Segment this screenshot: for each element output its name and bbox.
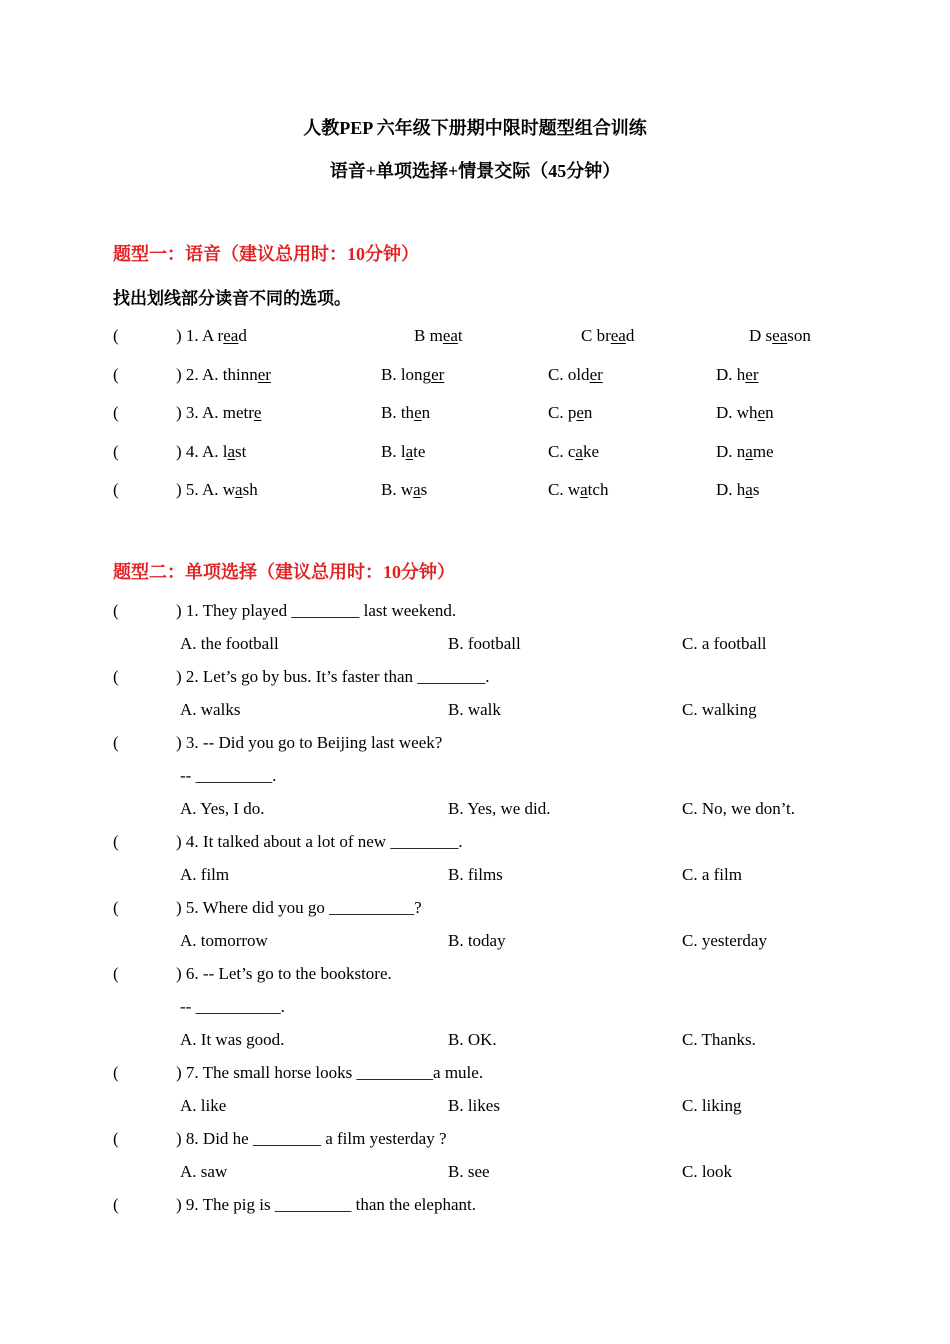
option-a: A. film — [180, 865, 230, 884]
option-a: A. It was good. — [180, 1030, 285, 1049]
option-b: B. OK. — [448, 1030, 497, 1049]
option-c: C. look — [682, 1162, 733, 1181]
option-c: C. No, we don’t. — [682, 799, 796, 818]
option-d: D. has — [716, 480, 760, 499]
option-b: B. longer — [381, 365, 445, 384]
question-text: ) 5. Where did you go __________? — [176, 898, 422, 917]
answer-blank-paren[interactable]: ( — [113, 480, 119, 499]
option-c: C. a football — [682, 634, 767, 653]
answer-blank-paren[interactable]: ( — [113, 898, 119, 917]
question-text: ) 8. Did he ________ a film yesterday ? — [176, 1129, 447, 1148]
option-c: C. older — [548, 365, 603, 384]
option-b: B. was — [381, 480, 428, 499]
choice-question-row — [0, 898, 950, 922]
options-row — [0, 634, 950, 658]
choice-question-row — [0, 964, 950, 988]
option-c: C. cake — [548, 442, 599, 461]
options-row — [0, 1162, 950, 1186]
option-d: D season — [749, 326, 811, 345]
question-text: ) 1. They played ________ last weekend. — [176, 601, 457, 620]
choice-question-row — [0, 733, 950, 757]
question-text: ) 2. Let’s go by bus. It’s faster than ________. — [176, 667, 490, 686]
options-row — [0, 1030, 950, 1054]
option-c: C. pen — [548, 403, 593, 422]
option-a: ) 2. A. thinner — [176, 365, 271, 384]
option-a: A. walks — [180, 700, 241, 719]
option-b: B. late — [381, 442, 426, 461]
phonics-question-row — [0, 403, 950, 427]
option-a: ) 5. A. wash — [176, 480, 258, 499]
choice-question-row — [0, 601, 950, 625]
option-a: A. saw — [180, 1162, 228, 1181]
option-d: D. name — [716, 442, 774, 461]
phonics-question-row — [0, 326, 950, 350]
answer-blank-paren[interactable]: ( — [113, 403, 119, 422]
option-c: C. walking — [682, 700, 757, 719]
part1-heading: 题型一：语音（建议总用时：10分钟） — [113, 244, 419, 264]
option-c: C. liking — [682, 1096, 742, 1115]
option-a: A. Yes, I do. — [180, 799, 265, 818]
option-a: A. tomorrow — [180, 931, 268, 950]
option-c: C. a film — [682, 865, 742, 884]
answer-blank-paren[interactable]: ( — [113, 733, 119, 752]
options-row — [0, 700, 950, 724]
phonics-question-row — [0, 480, 950, 504]
options-row — [0, 799, 950, 823]
answer-blank-paren[interactable]: ( — [113, 365, 119, 384]
option-d: D. when — [716, 403, 774, 422]
option-d: D. her — [716, 365, 759, 384]
doc-subtitle: 语音+单项选择+情景交际（45分钟） — [329, 161, 621, 181]
options-row — [0, 865, 950, 889]
option-b: B. today — [448, 931, 506, 950]
part1-instruction: 找出划线部分读音不同的选项。 — [113, 289, 351, 308]
option-c: C. Thanks. — [682, 1030, 756, 1049]
option-b: B meat — [414, 326, 463, 345]
question-text: ) 4. It talked about a lot of new ________. — [176, 832, 463, 851]
option-b: B. films — [448, 865, 503, 884]
reply-blank: -- _________. — [180, 766, 277, 785]
answer-blank-paren[interactable]: ( — [113, 442, 119, 461]
option-c: C. watch — [548, 480, 609, 499]
option-a: ) 1. A read — [176, 326, 247, 345]
choice-question-row — [0, 1129, 950, 1153]
option-b: B. football — [448, 634, 521, 653]
choice-question-row — [0, 667, 950, 691]
option-c: C bread — [581, 326, 635, 345]
option-c: C. yesterday — [682, 931, 767, 950]
answer-blank-paren[interactable]: ( — [113, 964, 119, 983]
dialogue-reply-row — [0, 766, 950, 790]
choice-question-row — [0, 1195, 950, 1219]
options-row — [0, 931, 950, 955]
question-text: ) 9. The pig is _________ than the elephant. — [176, 1195, 476, 1214]
choice-question-row — [0, 1063, 950, 1087]
phonics-question-row — [0, 442, 950, 466]
option-a: ) 4. A. last — [176, 442, 247, 461]
answer-blank-paren[interactable]: ( — [113, 832, 119, 851]
question-text: ) 6. -- Let’s go to the bookstore. — [176, 964, 392, 983]
answer-blank-paren[interactable]: ( — [113, 667, 119, 686]
option-a: A. the football — [180, 634, 279, 653]
option-b: B. then — [381, 403, 431, 422]
reply-blank: -- __________. — [180, 997, 285, 1016]
option-b: B. see — [448, 1162, 490, 1181]
option-a: A. like — [180, 1096, 227, 1115]
answer-blank-paren[interactable]: ( — [113, 601, 119, 620]
question-text: ) 7. The small horse looks _________a mule. — [176, 1063, 484, 1082]
option-b: B. Yes, we did. — [448, 799, 551, 818]
answer-blank-paren[interactable]: ( — [113, 326, 119, 345]
doc-title: 人教PEP 六年级下册期中限时题型组合训练 — [303, 118, 647, 138]
phonics-question-row — [0, 365, 950, 389]
option-a: ) 3. A. metre — [176, 403, 262, 422]
options-row — [0, 1096, 950, 1120]
option-b: B. likes — [448, 1096, 500, 1115]
answer-blank-paren[interactable]: ( — [113, 1063, 119, 1082]
part2-heading: 题型二：单项选择（建议总用时：10分钟） — [113, 562, 455, 582]
answer-blank-paren[interactable]: ( — [113, 1195, 119, 1214]
option-b: B. walk — [448, 700, 501, 719]
choice-question-row — [0, 832, 950, 856]
answer-blank-paren[interactable]: ( — [113, 1129, 119, 1148]
question-text: ) 3. -- Did you go to Beijing last week? — [176, 733, 443, 752]
dialogue-reply-row — [0, 997, 950, 1021]
